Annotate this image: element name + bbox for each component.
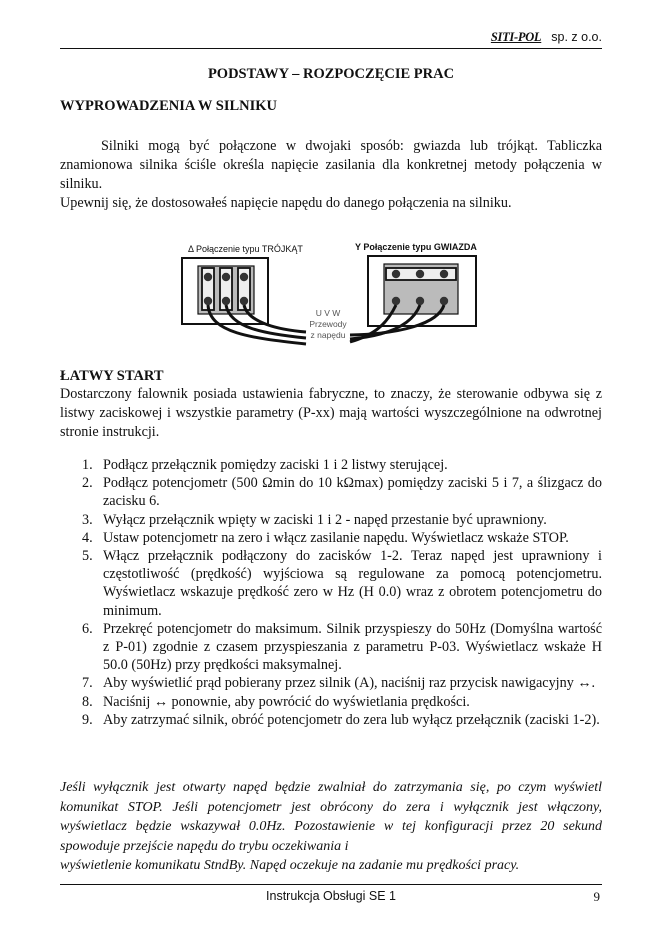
step-text: Aby zatrzymać silnik, obróć potencjometr do zera lub wyłącz przełącznik (zaciski 1-2). (103, 711, 600, 728)
list-item: 4. Ustaw potencjometr na zero i włącz zasilanie napędu. Wyświetlacz wskaże STOP. (82, 529, 569, 546)
italic-note (60, 778, 602, 876)
wiring-diagram (180, 238, 490, 353)
list-item: 7. Aby wyświetlić prąd pobierany przez silnik (A), naciśnij raz przycisk nawigacyjny ↔. (82, 675, 596, 692)
star-connection-label: Y Połączenie typu GWIAZDA (355, 242, 477, 252)
steps-list (60, 456, 602, 729)
uvw-label: U V W (315, 308, 341, 318)
delta-terminal-box (182, 258, 306, 344)
wires-label-line1: Przewody (309, 319, 347, 329)
list-item: 1. Podłącz przełącznik pomiędzy zaciski 1 i 2 listwy sterującej. (82, 457, 448, 473)
step-text: Naciśnij ↔ ponownie, aby powrócić do wyświetlania prędkości. (103, 693, 470, 710)
footer-divider (60, 884, 602, 885)
footer-title: Instrukcja Obsługi SE 1 (266, 889, 396, 903)
step-text: Przekręć potencjometr do maksimum. Silnik przyspieszy do 50Hz (Domyślna wartość z P-01) zgodnie z czasem przyspieszania z parametru P-03. Wyświetlacz wskaże H 50.0 (50Hz) przy prędkości maksymalnej. (103, 620, 602, 674)
paragraph-connection-types: Silniki mogą być połączone w dwojaki sposób: gwiazda lub trójkąt. Tabliczka znamionowa silnika ściśle określa napięcie zasilania dla konkretnej metody połączenia w silniku. (60, 138, 602, 192)
list-item: 5. Włącz przełącznik podłączony do zacisków 1-2. Teraz napęd jest uprawniony i częstotliwość (prędkość) wyjściowa są regulowane za pomocą potencjometru. Wyświetlacz wskazuje prędkość zero w Hz (H 0.0) wraz z obrotem potencjometru do minimum. (82, 548, 602, 619)
section-heading-easy-start: ŁATWY START (60, 368, 164, 384)
company-suffix: sp. z o.o. (551, 30, 602, 44)
page-number: 9 (593, 889, 600, 904)
list-item: 9. Aby zatrzymać silnik, obróć potencjometr do zera lub wyłącz przełącznik (zaciski 1-2). (82, 711, 600, 728)
star-terminal-box (350, 256, 476, 342)
step-text: Wyłącz przełącznik wpięty w zaciski 1 i 2 - napęd przestanie być uprawniony. (103, 511, 547, 528)
paragraph-factory-settings: Dostarczony falownik posiada ustawienia fabryczne, to znaczy, że sterowanie odbywa się z listwy zaciskowej i wszystkie parametry (P-xx) mają wartości wyszczególnione na odwrotnej stronie instrukcji. (60, 386, 602, 440)
paragraph-voltage-check: Upewnij się, że dostosowałeś napięcie napędu do danego połączenia na silniku. (60, 195, 512, 211)
step-text: Włącz przełącznik podłączony do zacisków 1-2. Teraz napęd jest uprawniony i częstotliwość (prędkość) wyjściowa są regulowane za pomocą potencjometru. Wyświetlacz wskazuje prędkość zero w Hz (H 0.0) wraz z obrotem potencjometru do minimum. (103, 548, 602, 619)
note-line-1: Jeśli wyłącznik jest otwarty napęd będzie zwalniał do zatrzymania się, po czym wyświetl komunikat STOP. Jeśli potencjometr jest obrócony do zera i wyłącznik jest włączony, wyświetlacz będzie wskazywał 0.0Hz. Pozostawienie w tej konfiguracji przez 20 sekund spowoduje przejście napędu do trybu oczekiwania i (60, 780, 602, 854)
list-item: 3. Wyłącz przełącznik wpięty w zaciski 1 i 2 - napęd przestanie być uprawniony. (82, 511, 547, 528)
list-item: 2. Podłącz potencjometr (500 Ωmin do 10 kΩmax) pomiędzy zaciski 5 i 7, a ślizgacz do zacisku 6. (82, 475, 602, 510)
section-heading-wiring: WYPROWADZENIA W SILNIKU (60, 98, 278, 114)
note-line-2: wyświetlenie komunikatu StndBy. Napęd oczekuje na zadanie mu prędkości pracy. (60, 858, 520, 874)
list-item: 6. Przekręć potencjometr do maksimum. Silnik przyspieszy do 50Hz (Domyślna wartość z P-01) zgodnie z czasem przyspieszania z parametru P-03. Wyświetlacz wskaże H 50.0 (50Hz) przy prędkości maksymalnej. (82, 620, 602, 674)
step-text: Podłącz potencjometr (500 Ωmin do 10 kΩmax) pomiędzy zaciski 5 i 7, a ślizgacz do zacisku 6. (103, 475, 602, 510)
page-header (60, 30, 602, 50)
list-item: 8. Naciśnij ↔ ponownie, aby powrócić do wyświetlania prędkości. (82, 693, 470, 710)
step-text: Aby wyświetlić prąd pobierany przez silnik (A), naciśnij raz przycisk nawigacyjny ↔. (103, 675, 596, 692)
step-text: Ustaw potencjometr na zero i włącz zasilanie napędu. Wyświetlacz wskaże STOP. (103, 529, 569, 546)
delta-connection-label: Δ Połączenie typu TRÓJKĄT (188, 244, 303, 254)
step-text: Podłącz przełącznik pomiędzy zaciski 1 i 2 listwy sterującej. (103, 457, 448, 473)
page-title: PODSTAWY – ROZPOCZĘCIE PRAC (207, 66, 455, 82)
wires-label-line2: z napędu (310, 330, 346, 340)
header-divider (60, 48, 602, 49)
brand-logo: SITI-POL (490, 30, 542, 44)
